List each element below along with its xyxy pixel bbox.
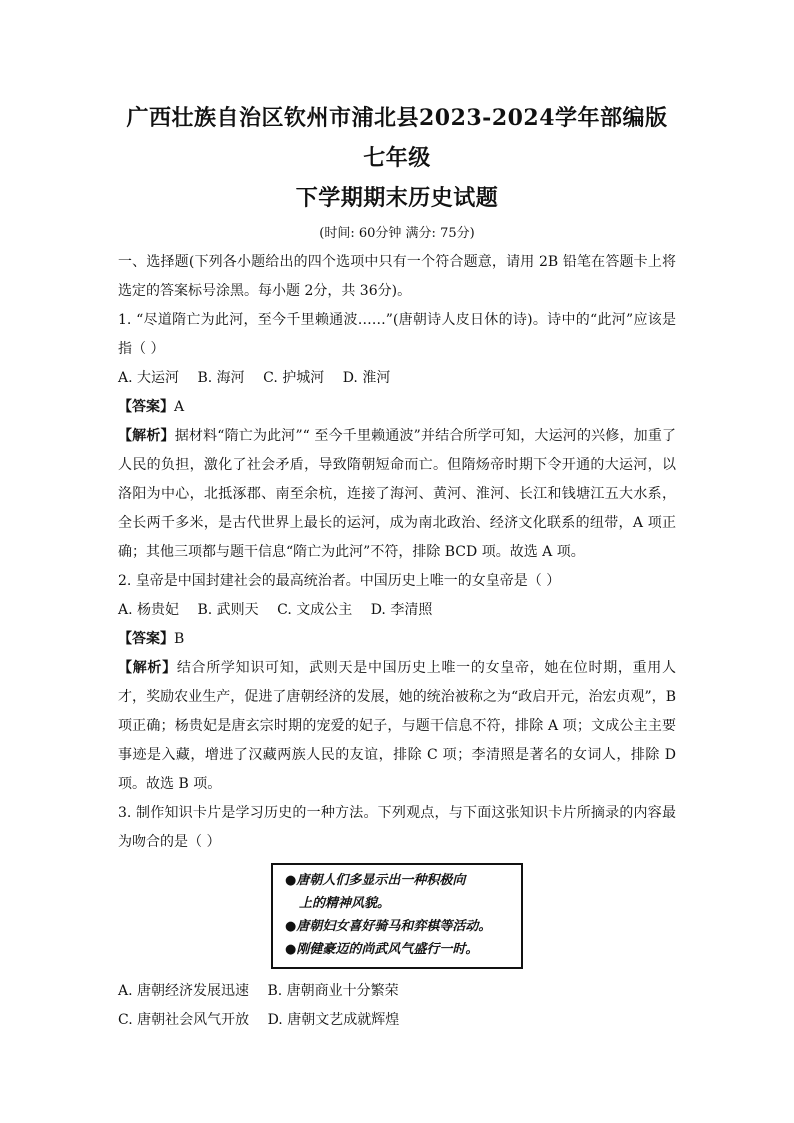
option-a: A. 大运河 xyxy=(118,370,180,386)
card-line: ●唐朝人们多显示出一种积极向 xyxy=(285,873,466,888)
analysis-label: 【解析】 xyxy=(118,660,177,676)
question-stem: 3. 制作知识卡片是学习历史的一种方法。下列观点，与下面这张知识卡片所摘录的内容最为吻合的是（ ） xyxy=(118,805,676,850)
option-d: D. 李清照 xyxy=(370,602,433,618)
option-c: C. 唐朝社会风气开放 xyxy=(118,1012,250,1028)
question-3 xyxy=(118,799,676,1035)
analysis-text: 结合所学知识可知，武则天是中国历史上唯一的女皇帝，她在位时期，重用人才，奖励农业生产，促进了唐朝经济的发展，她的统治被称之为“政启开元，治宏贞观”，B 项正确；杨贵妃是唐玄宗时期的宠爱的妃子，与题干信息不符，排除 A 项；文成公主主要事迹是入藏，增进了汉藏两族人民的友谊，排除 C 项；李清照是著名的女词人，排除 D 项。故选 B 项。 xyxy=(118,660,676,792)
option-d: D. 唐朝文艺成就辉煌 xyxy=(267,1012,400,1028)
exam-title-line1: 广西壮族自治区钦州市浦北县2023-2024学年部编版七年级 xyxy=(126,105,668,171)
question-options xyxy=(118,364,676,393)
exam-time-score: (时间: 60分钟 满分: 75分) xyxy=(319,226,475,241)
option-b: B. 武则天 xyxy=(197,602,259,618)
question-1 xyxy=(118,306,676,567)
card-line: ●刚健豪迈的尚武风气盛行一时。 xyxy=(285,942,479,957)
option-d: D. 淮河 xyxy=(342,370,391,386)
answer-line xyxy=(118,625,676,654)
question-stem: 1. “尽道隋亡为此河，至今千里赖通波……”(唐朝诗人皮日休的诗)。诗中的“此河”应该是指（ ） xyxy=(118,312,676,357)
option-a: A. 唐朝经济发展迅速 xyxy=(118,983,250,999)
analysis-label: 【解析】 xyxy=(118,428,175,444)
section-instructions: 一、选择题(下列各小题给出的四个选项中只有一个符合题意，请用 2B 铅笔在答题卡上将选定的答案标号涂黑。每小题 2分，共 36分)。 xyxy=(118,254,676,299)
exam-title-line2: 下学期期末历史试题 xyxy=(295,185,499,211)
question-options-row-1 xyxy=(118,977,676,1006)
answer-value: B xyxy=(174,631,185,647)
answer-label: 【答案】 xyxy=(118,399,174,415)
knowledge-card xyxy=(271,863,523,969)
exam-page xyxy=(118,98,676,1035)
question-options xyxy=(118,596,676,625)
answer-label: 【答案】 xyxy=(118,631,174,647)
option-a: A. 杨贵妃 xyxy=(118,602,180,618)
card-line: 上的精神风貌。 xyxy=(299,896,391,911)
answer-line xyxy=(118,393,676,422)
answer-value: A xyxy=(174,399,185,415)
option-c: C. 文成公主 xyxy=(277,602,353,618)
analysis-text: 据材料“隋亡为此河”“ 至今千里赖通波”并结合所学可知，大运河的兴修，加重了人民的负担，激化了社会矛盾，导致隋朝短命而亡。但隋炀帝时期下令开通的大运河，以洛阳为中心，北抵涿郡、南至余杭，连接了海河、黄河、淮河、长江和钱塘江五大水系，全长两千多米，是古代世界上最长的运河，成为南北政治、经济文化联系的纽带，A 项正确；其他三项都与题干信息“隋亡为此河”不符，排除 BCD 项。故选 A 项。 xyxy=(118,428,677,560)
option-b: B. 唐朝商业十分繁荣 xyxy=(267,983,399,999)
option-c: C. 护城河 xyxy=(263,370,325,386)
question-2 xyxy=(118,567,676,799)
analysis-paragraph xyxy=(118,422,676,567)
question-stem: 2. 皇帝是中国封建社会的最高统治者。中国历史上唯一的女皇帝是（ ） xyxy=(118,573,561,589)
analysis-paragraph xyxy=(118,654,676,799)
option-b: B. 海河 xyxy=(197,370,245,386)
question-options-row-2 xyxy=(118,1006,676,1035)
knowledge-card-wrapper xyxy=(118,863,676,969)
card-line: ●唐朝妇女喜好骑马和弈棋等活动。 xyxy=(285,919,492,934)
